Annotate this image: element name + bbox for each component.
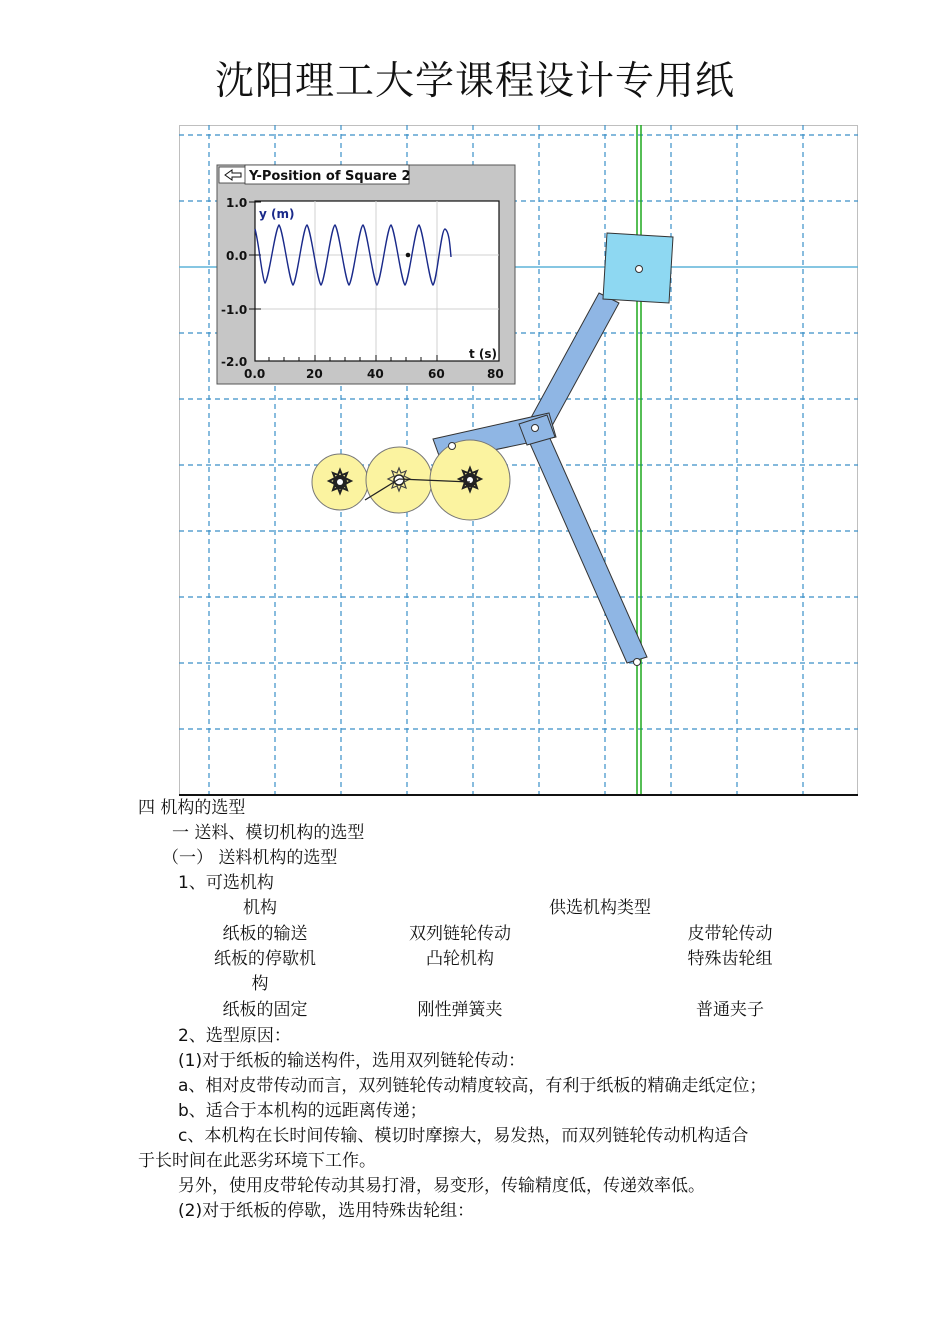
crank-pin: [449, 443, 456, 450]
x-tick-label: 80: [487, 367, 504, 381]
table-cell-option: 刚性弹簧夹: [417, 1000, 503, 1020]
y-tick-label: 0.0: [226, 249, 248, 263]
subsection-heading: 一 送料、模切机构的选型: [172, 823, 365, 843]
y-axis-label: y (m): [259, 207, 295, 221]
simulation-figure: [179, 125, 858, 795]
upper-joint-pin: [532, 425, 539, 432]
paragraph: (2)对于纸板的停歇，选用特殊齿轮组：: [178, 1201, 475, 1221]
table-cell-option: 双列链轮传动: [409, 924, 511, 944]
table-cell-name: 纸板的停歇机: [214, 949, 316, 969]
table-cell-option: 皮带轮传动: [687, 924, 773, 944]
square-center-pin: [636, 266, 643, 273]
x-axis-label: t (s): [469, 347, 498, 361]
table-cell-name-continued: 构: [251, 974, 269, 994]
table-header-mechanism: 机构: [243, 898, 277, 918]
table-cell-name: 纸板的输送: [222, 924, 308, 944]
slider-joint-pin: [634, 659, 641, 666]
list-item-heading: 1、可选机构: [178, 873, 274, 893]
x-tick-label: 40: [367, 367, 384, 381]
paragraph: c、本机构在长时间传输、模切时摩擦大，易发热，而双列链轮传动机构适合: [178, 1126, 749, 1146]
list-item-heading: 2、选型原因：: [178, 1026, 291, 1046]
x-tick-label: 0.0: [244, 367, 266, 381]
section-heading: 四 机构的选型: [138, 798, 246, 818]
sub-subsection-heading: （一） 送料机构的选型: [162, 848, 338, 868]
table-cell-option: 凸轮机构: [426, 949, 494, 969]
table-cell-option: 特殊齿轮组: [687, 949, 773, 969]
paragraph: 另外，使用皮带轮传动其易打滑，易变形，传输精度低，传递效率低。: [178, 1176, 705, 1196]
paragraph: b、适合于本机构的远距离传递；: [178, 1101, 427, 1121]
graph-window: [217, 165, 515, 384]
figure-bottom-rule: [179, 794, 858, 796]
paragraph: (1)对于纸板的输送构件，选用双列链轮传动：: [178, 1051, 526, 1071]
x-tick-label: 60: [428, 367, 445, 381]
y-tick-label: -2.0: [221, 355, 248, 369]
curve-end-point: [406, 253, 411, 258]
table-cell-name: 纸板的固定: [222, 1000, 308, 1020]
paragraph: a、相对皮带传动而言，双列链轮传动精度较高，有利于纸板的精确走纸定位；: [178, 1076, 767, 1096]
page-title: 沈阳理工大学课程设计专用纸: [214, 59, 735, 104]
y-tick-label: 1.0: [226, 196, 248, 210]
paragraph-continued: 于长时间在此恶劣环境下工作。: [138, 1151, 376, 1171]
table-header-types: 供选机构类型: [549, 898, 651, 918]
graph-title: Y-Position of Square 2: [249, 169, 411, 184]
y-tick-label: -1.0: [221, 303, 248, 317]
table-cell-option: 普通夹子: [696, 1000, 764, 1020]
x-tick-label: 20: [306, 367, 323, 381]
